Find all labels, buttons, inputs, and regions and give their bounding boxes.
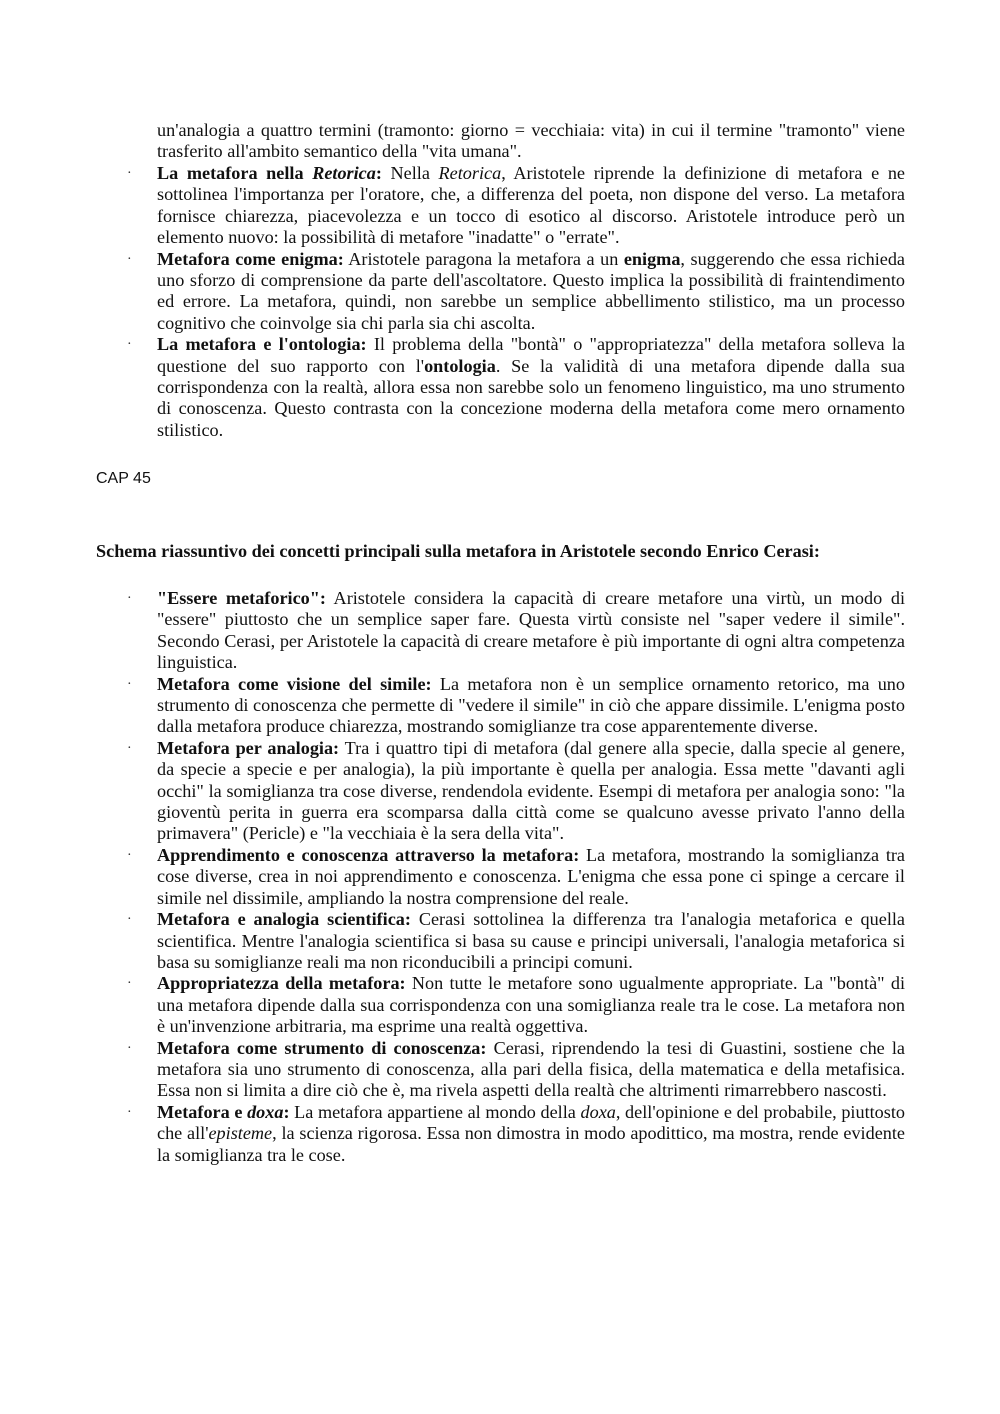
item-text-em: Retorica [438, 163, 502, 183]
item-text: Il problema della "bontà" o "appropriatezza" della metafora solleva la questione del suo rapporto con l' [157, 334, 905, 376]
item-text: Tra i quattro tipi di metafora (dal genere alla specie, dalla specie al genere, da specie a specie e per analogia), la più importante è quella per analogia. Essa mette "davanti agli occhi" la somiglianza tra cose diverse, rendendola evidente. Esempi di metafora per analogia sono: "la gioventù perita in guerra era scomparsa dalla città come se qualcuno avesse privato l'anno della primavera" (Pericle) e "la vecchiaia è la sera della vita". [157, 737, 906, 844]
continued-paragraph: un'analogia a quattro termini (tramonto: giorno = vecchiaia: vita) in cui il termine "tramonto" viene trasferito all'ambito semantico della "vita umana". [157, 120, 905, 162]
bullet-icon: · [127, 976, 132, 992]
item-term: Metafora e doxa: [157, 1101, 290, 1122]
item-text: Cerasi, riprendendo la tesi di Guastini, sostiene che la metafora sia uno strumento di conoscenza, alla pari della fisica, della matematica e della metafisica. Essa non si limita a dire ciò che è, ma rivela aspetti della realtà che altrimenti rimarrebbero nascosti. [157, 1037, 905, 1101]
item-text: Non tutte le metafore sono ugualmente appropriate. La "bontà" di una metafora dipende dalla sua corrispondenza con una somiglianza reale tra le cose. La metafora non è un'invenzione arbitraria, ma esprime una realtà oggettiva. [157, 973, 905, 1037]
chapter-label: CAP 45 [96, 470, 151, 487]
list-item [0, 973, 905, 1037]
item-text: Cerasi sottolinea la differenza tra l'analogia metaforica e quella scientifica. Mentre l'analogia scientifica si basa su cause e principi universali, l'analogia metaforica si basa su somiglianze reali ma non riconducibili a principi comuni. [157, 909, 905, 972]
bullet-icon: · [127, 166, 132, 181]
item-text: Nella [381, 163, 439, 183]
bullet-icon: · [127, 251, 132, 267]
item-text: La metafora, mostrando la somiglianza tra cose diverse, crea in noi apprendimento e conoscenza. L'enigma che essa pone ci spinge a cercare il simile nel dissimile, ampliando la nostra comprensione del reale. [157, 844, 905, 908]
item-text-bold: ontologia [424, 355, 496, 376]
list-item [0, 334, 905, 441]
item-text: , dell'opinione e del probabile, piuttosto che all' [157, 1101, 905, 1144]
list-item [0, 163, 905, 249]
item-text: La metafora appartiene al mondo della [289, 1101, 581, 1122]
item-text: . Se la validità di una metafora dipende dalla sua corrispondenza con la realtà, allora essa non sarebbe solo un fenomeno linguistico, ma uno strumento di conoscenza. Questo contrasta con la concezione moderna della metafora come mero ornamento stilistico. [157, 355, 905, 440]
list-item [0, 588, 905, 674]
top-bullet-list [0, 163, 1000, 441]
item-text-bold: enigma [623, 248, 681, 269]
bullet-icon: · [127, 676, 132, 692]
bullet-icon: · [127, 847, 132, 863]
item-text-em: doxa [580, 1101, 616, 1122]
item-text: , Aristotele riprende la definizione di metafora e ne sottolinea l'importanza per l'oratore, che, a differenza del poeta, non dispone del verso. La metafora fornisce chiarezza, piacevolezza e un tocco di esotico al discorso. Aristotele introduce però un elemento nuovo: la possibilità di metafore "inadatte" o "errate". [157, 163, 905, 248]
item-text: Aristotele paragona la metafora a un [343, 248, 624, 269]
item-term: Appropriatezza della metafora: [157, 973, 406, 994]
item-term: Metafora come strumento di conoscenza: [157, 1037, 487, 1058]
item-term: Metafora per analogia: [157, 737, 340, 758]
item-term: La metafora e l'ontologia: [157, 334, 367, 355]
item-term: Metafora e analogia scientifica: [157, 909, 411, 930]
item-term: "Essere metaforico": [157, 588, 326, 608]
list-item [0, 845, 905, 909]
list-item [0, 249, 905, 335]
item-text: , suggerendo che essa richieda uno sforzo di comprensione da parte dell'ascoltatore. Questo implica la possibilità di fraintendimento ed errore. La metafora, quindi, non sarebbe un semplice abbellimento stilistico, ma un processo cognitivo che coinvolge sia chi parla sia chi ascolta. [157, 248, 906, 333]
item-term: La metafora nella Retorica: [157, 163, 382, 183]
item-text: , la scienza rigorosa. Essa non dimostra in modo apodittico, ma mostra, rende evidente la somiglianza tra le cose. [157, 1123, 905, 1165]
item-term: Metafora come visione del simile: [157, 673, 432, 694]
item-text: Aristotele considera la capacità di creare metafore una virtù, un modo di "essere" piuttosto che un semplice saper fare. Questa virtù consiste nel "saper vedere il simile". Secondo Cerasi, per Aristotele la capacità di creare metafore è più importante di ogni altra competenza linguistica. [157, 588, 905, 673]
section-heading: Schema riassuntivo dei concetti principali sulla metafora in Aristotele secondo Enrico Cerasi: [96, 541, 820, 561]
item-term: Apprendimento e conoscenza attraverso la metafora: [157, 844, 580, 865]
list-item [0, 1038, 905, 1102]
bullet-icon: · [127, 1040, 132, 1056]
bullet-icon: · [127, 1104, 132, 1120]
list-item [0, 738, 905, 845]
item-term: Metafora come enigma: [157, 248, 344, 269]
summary-bullet-list [0, 588, 1000, 1166]
bullet-icon: · [127, 740, 132, 756]
bullet-icon: · [127, 912, 132, 928]
item-text-em: episteme [208, 1123, 273, 1144]
bullet-icon: · [127, 337, 132, 353]
list-item [0, 909, 905, 973]
item-text: La metafora non è un semplice ornamento retorico, ma uno strumento di conoscenza che permette di "vedere il simile" in ciò che appare dissimile. L'enigma posto dalla metafora produce chiarezza, mostrando somiglianze tra cose apparentemente diverse. [157, 673, 905, 737]
bullet-icon: · [127, 591, 132, 606]
list-item [0, 1102, 905, 1166]
list-item [0, 674, 905, 738]
